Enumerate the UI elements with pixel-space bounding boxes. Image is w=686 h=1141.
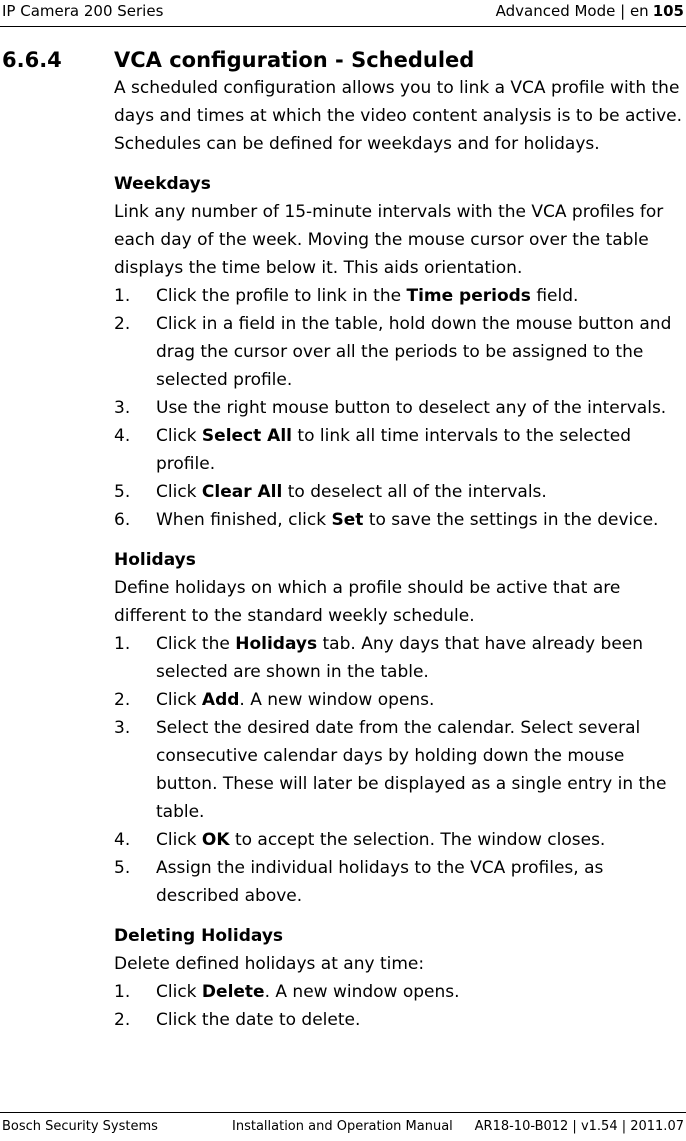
- step-number: 3.: [114, 718, 131, 738]
- step-number: 2.: [114, 690, 131, 710]
- step-text: Click the profile to link in the: [156, 286, 407, 306]
- step-text-after: to save the settings in the device.: [363, 510, 659, 530]
- list-item: [114, 310, 686, 394]
- footer-manual-title: Installation and Operation Manual: [232, 1119, 453, 1134]
- step-ui-term: Set: [331, 510, 364, 530]
- deleting-holidays-heading: Deleting Holidays: [114, 926, 284, 946]
- step-text: Click: [156, 982, 202, 1002]
- step-ui-term: OK: [201, 830, 230, 850]
- step-text-after: to deselect all of the intervals.: [282, 482, 547, 502]
- holidays-intro: Define holidays on which a profile should be active that are different to the standard weekly schedule.: [114, 578, 621, 626]
- list-item: [114, 686, 686, 714]
- step-text: Click the: [156, 634, 236, 654]
- page-number: 105: [652, 2, 684, 20]
- page-header: [0, 0, 686, 27]
- page-content: [114, 46, 686, 1034]
- list-item: [114, 422, 686, 478]
- list-item: [114, 714, 686, 826]
- deleting-holidays-steps: [114, 978, 686, 1034]
- step-number: 3.: [114, 398, 131, 418]
- step-number: 2.: [114, 1010, 131, 1030]
- list-item: [114, 978, 686, 1006]
- step-number: 4.: [114, 426, 131, 446]
- list-item: [114, 1006, 686, 1034]
- step-ui-term: Add: [201, 690, 240, 710]
- step-number: 2.: [114, 314, 131, 334]
- step-text: When finished, click: [156, 510, 332, 530]
- header-product-title: IP Camera 200 Series: [2, 2, 164, 20]
- step-number: 1.: [114, 982, 131, 1002]
- deleting-holidays-intro: Delete defined holidays at any time:: [114, 954, 425, 974]
- footer-document-id: AR18-10-B012 | v1.54 | 2011.07: [474, 1119, 684, 1134]
- step-text-after: to accept the selection. The window closes.: [229, 830, 606, 850]
- weekdays-heading: Weekdays: [114, 174, 211, 194]
- step-ui-term: Time periods: [406, 286, 531, 306]
- header-mode-language: Advanced Mode | en: [495, 2, 649, 20]
- step-text: Click: [156, 426, 202, 446]
- weekdays-intro: Link any number of 15-minute intervals with the VCA profiles for each day of the week. Moving the mouse cursor over the table displays the time below it. This aids orientation.: [114, 202, 664, 278]
- step-text-after: field.: [530, 286, 579, 306]
- step-number: 1.: [114, 286, 131, 306]
- footer-company: Bosch Security Systems: [2, 1119, 158, 1134]
- header-section-info: [496, 0, 684, 22]
- step-number: 5.: [114, 482, 131, 502]
- step-text-after: to link all time intervals to the selected profile.: [156, 426, 632, 474]
- step-text: Assign the individual holidays to the VCA profiles, as described above.: [156, 858, 604, 906]
- step-text: Click: [156, 690, 202, 710]
- weekdays-steps: [114, 282, 686, 534]
- list-item: [114, 630, 686, 686]
- step-ui-term: Delete: [201, 982, 265, 1002]
- list-item: [114, 394, 686, 422]
- step-text-after: . A new window opens.: [264, 982, 460, 1002]
- step-number: 4.: [114, 830, 131, 850]
- holidays-heading: Holidays: [114, 550, 196, 570]
- section-title: VCA configuration - Scheduled: [114, 48, 475, 72]
- list-item: [114, 826, 686, 854]
- step-ui-term: Clear All: [201, 482, 283, 502]
- step-number: 1.: [114, 634, 131, 654]
- step-text: Click in a field in the table, hold down the mouse button and drag the cursor over all the periods to be assigned to the selected profile.: [156, 314, 672, 390]
- list-item: [114, 854, 686, 910]
- step-text: Click: [156, 830, 202, 850]
- list-item: [114, 282, 686, 310]
- step-text: Click the date to delete.: [156, 1010, 361, 1030]
- step-number: 6.: [114, 510, 131, 530]
- step-ui-term: Holidays: [235, 634, 318, 654]
- step-text-after: . A new window opens.: [239, 690, 435, 710]
- list-item: [114, 478, 686, 506]
- step-text: Click: [156, 482, 202, 502]
- section-intro: A scheduled configuration allows you to link a VCA profile with the days and times at which the video content analysis is to be active. Schedules can be defined for weekdays and for holidays.: [114, 78, 683, 154]
- section-number: 6.6.4: [2, 48, 62, 72]
- step-number: 5.: [114, 858, 131, 878]
- step-text-after: tab. Any days that have already been selected are shown in the table.: [156, 634, 644, 682]
- holidays-steps: [114, 630, 686, 910]
- step-text: Use the right mouse button to deselect any of the intervals.: [156, 398, 667, 418]
- step-ui-term: Select All: [201, 426, 292, 446]
- list-item: [114, 506, 686, 534]
- page-footer: [0, 1112, 686, 1137]
- step-text: Select the desired date from the calendar. Select several consecutive calendar days by holding down the mouse button. These will later be displayed as a single entry in the table.: [156, 718, 667, 822]
